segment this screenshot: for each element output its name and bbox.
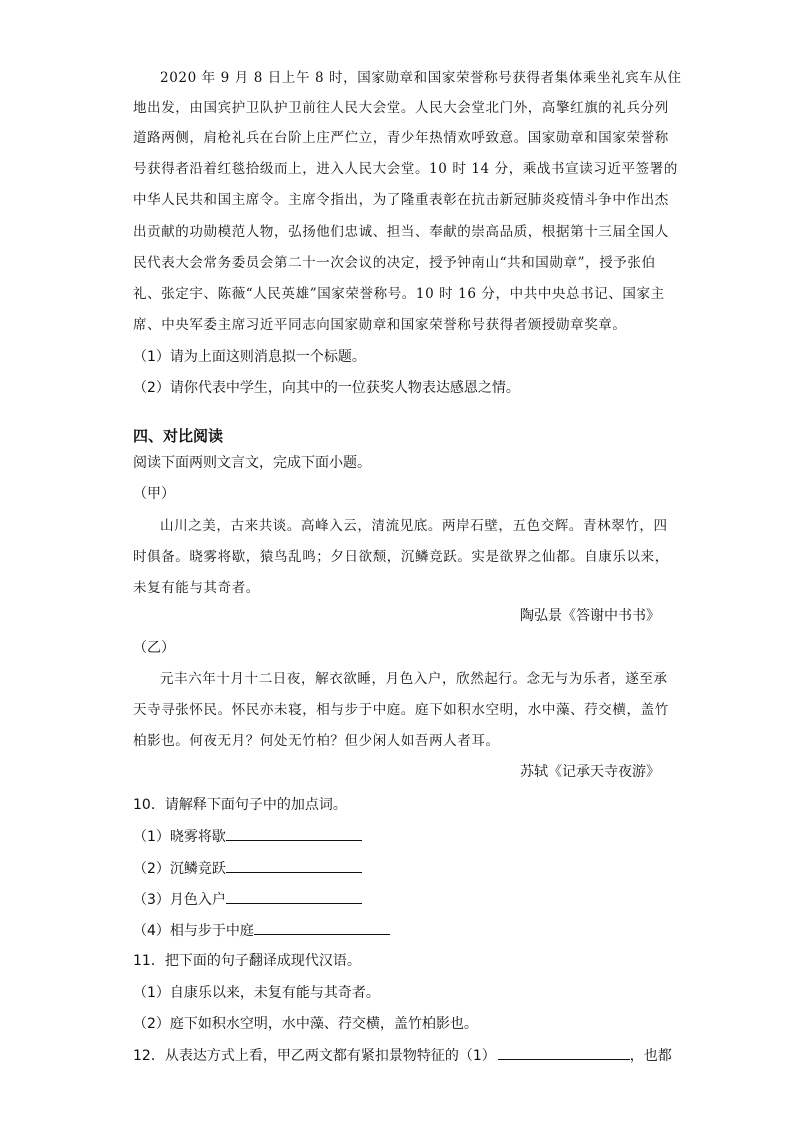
question-10-item-1-text: （1）晓雾将歇: [133, 829, 226, 845]
section-title: 四、对比阅读: [133, 427, 224, 445]
answer-blank[interactable]: [226, 858, 362, 873]
news-question-1: （1）请为上面这则消息拟一个标题。: [133, 349, 366, 365]
passage-yi-label: （乙）: [133, 640, 175, 656]
news-line-9: 席、中央军委主席习近平同志向国家勋章和国家荣誉称号获得者颁授勋章奖章。: [133, 317, 627, 333]
answer-blank[interactable]: [226, 889, 362, 904]
answer-blank[interactable]: [226, 826, 362, 841]
answer-blank[interactable]: [498, 1045, 630, 1060]
passage-jia-line-1: 山川之美，古来共谈。高峰入云，清流见底。两岸石壁，五色交辉。青林翠竹，四: [160, 518, 668, 534]
question-12-tail: ，也都: [629, 1048, 672, 1064]
question-10-item-3-text: （3）月色入户: [133, 892, 226, 908]
passage-jia-line-2: 时俱备。晓雾将歇，猿鸟乱鸣；夕日欲颓，沉鳞竞跃。实是欲界之仙都。自康乐以来，: [133, 549, 669, 565]
question-10-item-3: [133, 889, 362, 910]
question-10-item-4-text: （4）相与步于中庭: [133, 923, 254, 939]
question-11-item-2: （2）庭下如积水空明，水中藻、荇交横，盖竹柏影也。: [133, 1016, 478, 1032]
passage-yi-source: 苏轼《记承天寺夜游》: [520, 764, 660, 780]
question-12-stem: [133, 1045, 672, 1066]
question-10-item-2-text: （2）沉鳞竞跃: [133, 861, 226, 877]
news-line-3: 道路两侧，肩枪礼兵在台阶上庄严伫立，青少年热情欢呼致意。国家勋章和国家荣誉称: [133, 130, 669, 146]
news-line-1: 2020 年 9 月 8 日上午 8 时，国家勋章和国家荣誉称号获得者集体乘坐礼宾车从住: [160, 70, 682, 86]
passage-yi-line-3: 柏影也。何夜无月？何处无竹柏？但少闲人如吾两人者耳。: [133, 733, 500, 749]
news-line-4: 号获得者沿着红毯拾级而上，进入人民大会堂。10 时 14 分，乘战书宣读习近平签署的: [133, 161, 678, 177]
passage-jia-source: 陶弘景《答谢中书书》: [520, 608, 660, 624]
question-10-item-1: [133, 826, 362, 847]
news-line-2: 地出发，由国宾护卫队护卫前往人民大会堂。人民大会堂北门外，高擎红旗的礼兵分列: [133, 100, 669, 116]
question-12-text: 12．从表达方式上看，甲乙两文都有紧扣景物特征的（1）: [133, 1048, 496, 1064]
question-11-stem: 11．把下面的句子翻译成现代汉语。: [133, 953, 361, 969]
news-line-8: 礼、张定宇、陈薇“人民英雄”国家荣誉称号。10 时 16 分，中共中央总书记、国家主: [133, 286, 665, 302]
section-intro: 阅读下面两则文言文，完成下面小题。: [133, 455, 371, 471]
news-line-5: 中华人民共和国主席令。主席令指出，为了隆重表彰在抗击新冠肺炎疫情斗争中作出杰: [133, 192, 669, 208]
question-10-item-2: [133, 858, 362, 879]
news-question-2: （2）请你代表中学生，向其中的一位获奖人物表达感恩之情。: [133, 380, 520, 396]
passage-yi-line-2: 天寺寻张怀民。怀民亦未寝，相与步于中庭。庭下如积水空明，水中藻、荇交横，盖竹: [133, 702, 669, 718]
question-10-stem: 10．请解释下面句子中的加点词。: [133, 797, 347, 813]
answer-blank[interactable]: [254, 920, 390, 935]
news-line-6: 出贡献的功勋模范人物，弘扬他们忠诚、担当、奉献的崇高品质，根据第十三届全国人: [133, 224, 669, 240]
question-11-item-1: （1）自康乐以来，未复有能与其奇者。: [133, 985, 380, 1001]
question-10-item-4: [133, 920, 390, 941]
news-line-7: 民代表大会常务委员会第二十一次会议的决定，授予钟南山“共和国勋章”，授予张伯: [133, 255, 656, 271]
passage-jia-line-3: 未复有能与其奇者。: [133, 580, 260, 596]
passage-jia-label: （甲）: [133, 486, 175, 502]
passage-yi-line-1: 元丰六年十月十二日夜，解衣欲睡，月色入户，欣然起行。念无与为乐者，遂至承: [160, 671, 668, 687]
